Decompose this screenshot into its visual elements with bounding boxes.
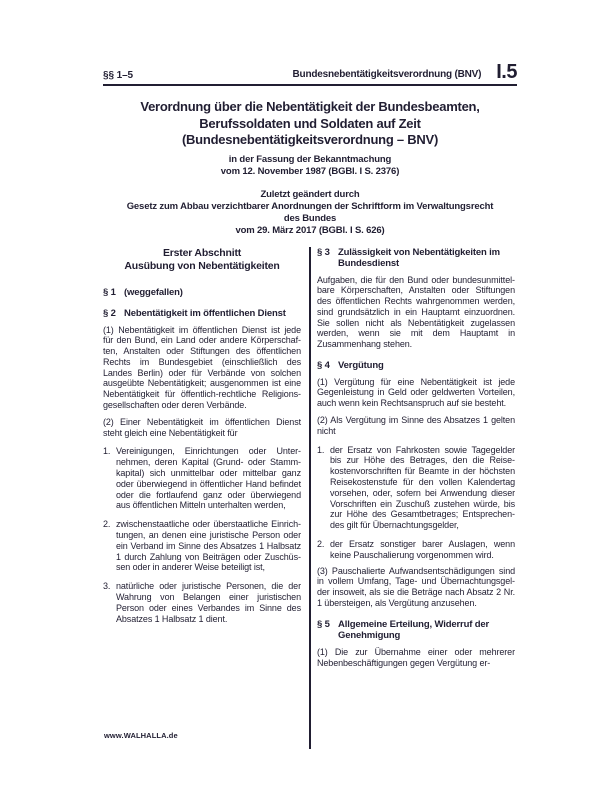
paragraph-title: Vergütung — [338, 360, 384, 372]
list-marker: 2. — [317, 538, 325, 549]
paragraph-number: § 3 — [317, 246, 330, 258]
list-item — [103, 519, 301, 573]
column-left — [103, 247, 301, 749]
chapter-badge: I.5 — [496, 61, 517, 83]
paragraph: (3) Pauschalierte Aufwandsentschädigungen sind in vollem Umfang, Tage- und Übernachtungsgelder insoweit, als sie die Beträge nach Absatz 2 Nr. 1 übersteigen, als Vergütung anzusehen. — [317, 565, 515, 608]
paragraph: (1) Vergütung für eine Nebentätigkeit ist jede Gegenleistung in Geld oder geldwerten Vorteilen, auch wenn kein Rechtsanspruch auf sie besteht. — [317, 376, 515, 409]
section-heading — [103, 247, 301, 273]
paragraph-number: § 4 — [317, 360, 330, 372]
list-item-text: natürliche oder juristische Personen, die der Wahrung von Belangen einer juristischen Person oder eines Verbandes im Sinne des Absatzes 1 Halbsatz 1 dient. — [116, 581, 301, 624]
paragraph-heading-s1 — [103, 287, 301, 299]
paragraph: (1) Nebentätigkeit im öffentlichen Dienst ist jede für den Bund, ein Land oder andere Körperschaften, Anstalten oder Stiftungen des öffentlichen Rechts im Bundesgebiet (einschließlich des Landes Berlin) oder für Verbände von solchen ausgeübte Nebentätigkeit; ausgenommen ist eine Nebentätigkeit für öffentlich-rechtliche Religionsgesellschaften oder deren Verbände. — [103, 324, 301, 411]
amendment-line-3: des Bundes — [283, 212, 337, 224]
paragraph-heading-s2 — [103, 308, 301, 320]
law-title-line-3: (Bundesnebentätigkeitsverordnung – BNV) — [181, 132, 439, 147]
list-item — [103, 581, 301, 624]
paragraph: (2) Einer Nebentätigkeit im öffentlichen Dienst steht gleich eine Nebentätigkeit für — [103, 416, 301, 438]
paragraph-title: Nebentätigkeit im öffentlichen Dienst — [124, 308, 286, 319]
paragraph: Aufgaben, die für den Bund oder bundesunmittelbare Körperschaften, Anstalten oder Stiftungen des öffentlichen Rechts wahrgenommen werden, sind grundsätzlich in ein Hauptamt einzuordnen. Sie sollen nicht als Nebentätigkeit zugelassen werden, wenn sie mit dem Hauptamt in Zusammenhang stehen. — [317, 274, 515, 350]
law-title-line-1: Verordnung über die Nebentätigkeit der Bundesbeamten, — [140, 99, 480, 114]
document-page — [103, 61, 517, 749]
list-item — [317, 445, 515, 531]
version-note-block — [103, 154, 517, 178]
paragraph-heading-s4 — [317, 360, 515, 372]
version-note-line-2: vom 12. November 1987 (BGBl. I S. 2376) — [220, 165, 400, 177]
paragraph-heading-s5 — [317, 619, 515, 642]
list-item-text: zwischenstaatliche oder überstaatliche Einrichtungen, an denen eine juristische Person oder ein Verband im Sinne des Absatzes 1 Halbsatz 1 durch Zahlung von Beiträgen oder Zuschüssen oder in anderer Weise beteiligt ist, — [116, 519, 301, 573]
column-divider — [309, 247, 311, 749]
paragraph: (1) Die zur Übernahme einer oder mehrerer Nebenbeschäftigungen gegen Vergütung er- — [317, 646, 515, 668]
law-title-line-2: Berufssoldaten und Soldaten auf Zeit — [199, 115, 421, 131]
paragraph-heading-s3 — [317, 247, 515, 270]
amendment-line-1: Zuletzt geändert durch — [260, 188, 360, 200]
list-item — [317, 539, 515, 561]
section-heading-line-1: Erster Abschnitt — [162, 246, 242, 259]
two-column-body — [103, 247, 517, 749]
paragraph-number: § 1 — [103, 286, 116, 298]
paragraph: (2) Als Vergütung im Sinne des Absatzes 1 gelten nicht — [317, 414, 515, 436]
header-right-group — [292, 61, 517, 83]
version-note-line-1: in der Fassung der Bekanntmachung — [228, 153, 392, 165]
law-title-block — [103, 99, 517, 149]
section-range: §§ 1–5 — [103, 70, 133, 81]
amendment-note-block — [103, 189, 517, 237]
list-marker: 2. — [103, 519, 111, 530]
amendment-line-2: Gesetz zum Abbau verzichtbarer Anordnungen der Schriftform im Verwaltungsrecht — [126, 200, 494, 212]
list-marker: 3. — [103, 581, 111, 592]
paragraph-title: Allgemeine Erteilung, Widerruf der Genehmigung — [338, 618, 490, 642]
section-heading-line-2: Ausübung von Nebentätigkeiten — [124, 259, 280, 272]
paragraph-number: § 2 — [103, 308, 116, 319]
list-item-text: Vereinigungen, Einrichtungen oder Unternehmen, deren Kapital (Grund- oder Stammkapital) sich unmittelbar oder mittelbar ganz oder überwiegend in öffentlicher Hand befindet oder die fortlaufend ganz oder überwiegend aus öffentlichen Mitteln unterhalten werden, — [116, 446, 301, 511]
paragraph-title: (weggefallen) — [124, 286, 183, 298]
list-item — [103, 446, 301, 511]
list-item-text: der Ersatz sonstiger barer Auslagen, wenn keine Pauschalierung vorgenommen wird. — [330, 538, 515, 560]
paragraph-title: Zulässigkeit von Nebentätigkeiten im Bundesdienst — [338, 246, 500, 269]
footer-website-url: www.WALHALLA.de — [104, 731, 178, 740]
page-header — [103, 61, 517, 86]
paragraph-number: § 5 — [317, 618, 330, 630]
list-marker: 1. — [103, 446, 111, 457]
column-right — [317, 247, 515, 749]
list-marker: 1. — [317, 444, 325, 455]
amendment-line-4: vom 29. März 2017 (BGBl. I S. 626) — [235, 224, 385, 236]
document-title-header: Bundesnebentätigkeitsverordnung (BNV) — [292, 69, 482, 80]
list-item-text: der Ersatz von Fahrkosten sowie Tagegelder bis zur Höhe des Betrages, den die Reisekostenvorschriften für Beamte in der höchsten Reisekostenstufe für den vollen Kalendertag vorsehen, oder, sofern bei Anwendung dieser Vorschriften ein Zuschuß zustehen würde, bis zur Höhe des Gesamtbetrages; Entsprechendes gilt für Übernachtungsgelder, — [330, 444, 515, 531]
